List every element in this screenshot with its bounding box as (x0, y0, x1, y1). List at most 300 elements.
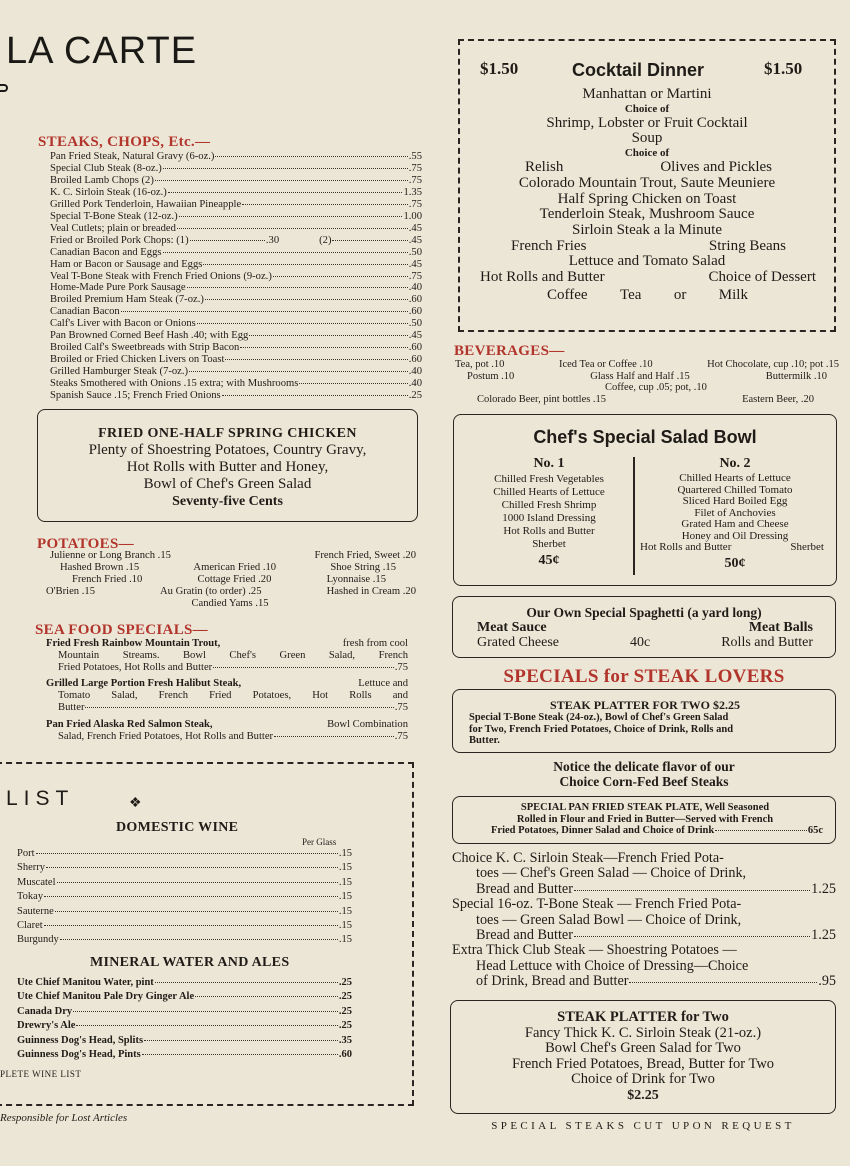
menu-row (46, 662, 408, 674)
potato-item: French Fried, Sweet .20 (314, 550, 416, 561)
menu-row (17, 976, 352, 990)
cocktail-tea: Tea (619, 286, 642, 303)
menu-row (50, 175, 422, 187)
salad-item: Quartered Chilled Tomato (677, 483, 793, 496)
item-name: Pan Fried Steak, Natural Gravy (6-oz.) (50, 151, 215, 162)
wine-price: .15 (338, 920, 352, 932)
seafood-item (46, 678, 408, 713)
seafood-line (46, 719, 408, 731)
special-line: toes — Chef's Green Salad — Choice of Drink, (476, 865, 747, 882)
potato-item: Au Gratin (to order) .25 (160, 586, 262, 597)
steak-special (452, 897, 836, 943)
leader-dots (197, 323, 408, 324)
seafood-name: Fried Fresh Rainbow Mountain Trout, (46, 638, 221, 649)
menu-row (50, 366, 422, 378)
leader-dots (163, 252, 408, 253)
special-line: Extra Thick Club Steak — Shoestring Potatoes — (452, 942, 737, 959)
salad-bowl-title: Chef's Special Salad Bowl (533, 427, 757, 447)
leader-dots (121, 311, 408, 312)
spaghetti-meat-balls: Meat Balls (748, 620, 813, 635)
leader-dots (144, 1040, 338, 1041)
menu-row (452, 882, 836, 897)
seafood-desc: Mountain Streams. Bowl Chef's Green Salad, French (58, 649, 408, 661)
potato-item: Hashed in Cream .20 (326, 586, 416, 597)
item-price: 1.00 (403, 210, 422, 222)
menu-row (452, 974, 836, 989)
ale-name: Ute Chief Manitou Water, pint (17, 977, 154, 988)
cocktail-drink: Manhattan or Martini (582, 86, 712, 102)
leader-dots (187, 287, 408, 288)
notice-line: Choice Corn-Fed Beef Steaks (559, 774, 729, 789)
leader-dots (249, 335, 407, 336)
beverage-item: Coffee, cup .05; pot, .10 (605, 382, 707, 394)
pan-fried-title: SPECIAL PAN FRIED STEAK PLATE, Well Seasoned (520, 802, 770, 813)
potato-item: Shoe String .15 (330, 562, 396, 573)
beverage-item: Colorado Beer, pint bottles .15 (477, 393, 607, 405)
wine-name: Sherry (17, 862, 45, 874)
ale-name: Guinness Dog's Head, Splits (17, 1034, 144, 1046)
item-price: .75 (408, 174, 422, 186)
chicken-title: FRIED ONE-HALF SPRING CHICKEN (98, 426, 357, 441)
seafood-desc: Tomato Salad, French Fried Potatoes, Hot Rolls and (58, 690, 408, 702)
wine-name: Burgundy (17, 934, 59, 946)
steak-platter-two-box (450, 1000, 836, 1114)
page-title: LA CARTE (6, 30, 198, 72)
notice-block (452, 759, 836, 789)
menu-row (17, 876, 352, 890)
menu-row (50, 187, 422, 199)
spaghetti-rolls: Rolls and Butter (721, 635, 813, 650)
menu-row (50, 390, 422, 402)
special-price: 1.25 (811, 880, 836, 897)
item-price: .75 (408, 270, 422, 282)
item-name: (2) (319, 234, 332, 246)
wine-price: .15 (338, 862, 352, 874)
cocktail-price-left: $1.50 (480, 59, 519, 78)
leader-dots (168, 192, 403, 193)
leader-dots (574, 936, 810, 937)
steak-lovers-heading: SPECIALS for STEAK LOVERS (503, 666, 785, 687)
spaghetti-box (452, 596, 836, 658)
item-price: .60 (408, 354, 422, 366)
menu-row (50, 342, 422, 354)
item-price: .40 (408, 378, 422, 390)
salad-item: Chilled Hearts of Lettuce (493, 486, 605, 498)
seafood-name: Grilled Large Portion Fresh Halibut Steak, (46, 678, 242, 690)
menu-row (46, 702, 408, 714)
potato-item: American Fried .10 (193, 562, 277, 573)
ale-name: Canada Dry (17, 1005, 73, 1017)
item-price: .40 (408, 366, 422, 378)
leader-dots (240, 347, 407, 348)
seafood-desc: Lettuce and (358, 678, 408, 690)
leader-dots (242, 204, 408, 205)
cocktail-starter: Shrimp, Lobster or Fruit Cocktail (546, 114, 748, 131)
item-name: Veal Cutlets; plain or breaded (50, 222, 176, 234)
wine-items (17, 847, 352, 948)
steaks-heading: STEAKS, CHOPS, Etc.— (38, 134, 211, 150)
leader-dots (36, 853, 338, 854)
cocktail-main: Half Spring Chicken on Toast (557, 190, 737, 207)
cocktail-dessert: Choice of Dessert (708, 269, 816, 286)
item-price: .30 (265, 234, 280, 246)
leader-dots (155, 982, 338, 983)
beverage-item: Eastern Beer, .20 (742, 393, 814, 405)
menu-row (17, 1034, 352, 1048)
leader-dots (55, 911, 338, 912)
cocktail-price-right: $1.50 (764, 59, 803, 78)
ale-price: .35 (338, 1034, 352, 1046)
item-price: .45 (408, 222, 422, 234)
menu-row (50, 235, 422, 247)
item-name: Butter (58, 701, 85, 713)
item-name: Home-Made Pure Pork Sausage (50, 282, 186, 294)
menu-row (17, 1019, 352, 1033)
special-line: Bread and Butter (476, 927, 573, 944)
leader-dots (85, 707, 393, 708)
item-name: Special T-Bone Steak (12-oz.) (50, 210, 178, 222)
ale-name: Guinness Dog's Head, Pints (17, 1049, 141, 1061)
beverage-item: Postum .10 (467, 370, 515, 382)
cocktail-salad: Lettuce and Tomato Salad (568, 253, 726, 270)
menu-row (50, 271, 422, 283)
potato-item: O'Brien .15 (46, 586, 95, 597)
item-price: .40 (408, 282, 422, 294)
spaghetti-cheese: Grated Cheese (477, 635, 560, 650)
cocktail-coffee: Coffee (547, 286, 588, 303)
item-name: Broiled Calf's Sweetbreads with Strip Bacon (50, 342, 240, 354)
special-line: of Drink, Bread and Butter (476, 973, 629, 990)
beverage-item: Tea, pot .10 (455, 359, 505, 370)
salad-item: Sliced Hard Boiled Egg (682, 495, 788, 507)
leader-dots (195, 996, 338, 997)
cocktail-relish: Relish (525, 159, 564, 176)
item-price: .75 (394, 661, 408, 673)
salad-item: Sherbet (532, 538, 566, 550)
menu-row (452, 928, 836, 943)
ale-price: .25 (338, 1005, 352, 1017)
steak-special (452, 943, 836, 989)
steak-platter-line: Special T-Bone Steak (24-oz.), Bowl of Chef's Green Salad (469, 712, 729, 723)
cocktail-main: Sirloin Steak a la Minute (572, 221, 722, 238)
potato-item: Candied Yams .15 (191, 598, 269, 609)
item-name: Calf's Liver with Bacon or Onions (50, 318, 196, 330)
menu-row (50, 163, 422, 175)
item-price: 1.35 (403, 186, 422, 198)
steak-special (452, 851, 836, 897)
spaghetti-title: Our Own Special Spaghetti (a yard long) (526, 605, 762, 620)
ale-price: .25 (338, 977, 352, 988)
salad-no1-label: No. 1 (533, 456, 565, 471)
salad-item: Chilled Fresh Vegetables (494, 473, 604, 485)
leader-dots (189, 371, 408, 372)
steaks-list (50, 151, 422, 402)
menu-row (50, 282, 422, 294)
salad-no2 (638, 455, 832, 574)
ale-price: .25 (338, 991, 352, 1003)
steak-platter-line: Butter. (469, 735, 500, 747)
platter-two-title: STEAK PLATTER for Two (557, 1009, 729, 1025)
item-name: Canadian Bacon and Eggs (50, 246, 162, 258)
cocktail-milk: Milk (718, 286, 748, 303)
item-price: .50 (408, 246, 422, 258)
item-name: Canadian Bacon (50, 306, 120, 318)
item-name: Spanish Sauce .15; French Fried Onions (50, 390, 221, 402)
menu-row (17, 905, 352, 919)
salad-item: Chilled Fresh Shrimp (501, 499, 597, 511)
seafood-line (46, 678, 408, 690)
wine-price: .15 (338, 876, 352, 888)
salad-item: Honey and Oil Dressing (681, 529, 789, 542)
ale-items (17, 976, 352, 1062)
ale-price: .60 (338, 1049, 352, 1061)
cocktail-main: Colorado Mountain Trout, Saute Meuniere (518, 174, 776, 191)
wine-name: Port (17, 848, 35, 859)
wine-list-footer: PLETE WINE LIST (0, 1069, 82, 1079)
ornament-icon: ❖ (129, 795, 142, 811)
menu-row (50, 330, 422, 342)
lost-articles-note: Responsible for Lost Articles (0, 1112, 128, 1124)
item-name: Grilled Hamburger Steak (7-oz.) (50, 366, 189, 378)
potato-item: Hashed Brown .15 (60, 562, 140, 573)
wine-name: Muscatel (17, 876, 56, 888)
leader-dots (215, 156, 407, 157)
menu-row (50, 151, 422, 163)
leader-dots (44, 896, 338, 897)
salad-item: Hot Rolls and Butter (503, 525, 595, 537)
leader-dots (629, 982, 817, 983)
menu-row (50, 306, 422, 318)
spaghetti-meat-sauce: Meat Sauce (477, 620, 547, 635)
special-line: Choice K. C. Sirloin Steak—French Fried Pota- (452, 850, 724, 866)
per-glass-label: Per Glass (302, 837, 337, 847)
beverages-list (455, 359, 839, 405)
special-line: Special 16-oz. T-Bone Steak — French Fried Pota- (452, 896, 742, 913)
item-price: .45 (408, 258, 422, 270)
leader-dots (60, 939, 338, 940)
ale-price: .25 (338, 1020, 352, 1032)
leader-dots (57, 882, 338, 883)
item-name: Pan Browned Corned Beef Hash .40; with Egg (50, 330, 249, 342)
menu-row (17, 919, 352, 933)
leader-dots (222, 395, 408, 396)
item-price: .50 (408, 318, 422, 330)
menu-row (50, 259, 422, 271)
cocktail-body (460, 87, 834, 303)
salad-item: Chilled Hearts of Lettuce (679, 472, 791, 484)
chicken-line: Plenty of Shoestring Potatoes, Country Gravy, (88, 442, 367, 458)
leader-dots (190, 240, 265, 241)
steak-platter-line: for Two, French Fried Potatoes, Choice of Drink, Rolls and (469, 723, 734, 735)
salad-no2-price: 50¢ (724, 555, 746, 571)
wine-price: .15 (338, 905, 352, 917)
leader-dots (273, 276, 408, 277)
seafood-list (46, 638, 408, 747)
mineral-heading: MINERAL WATER AND ALES (90, 955, 290, 970)
item-price: .55 (408, 151, 422, 162)
pan-fried-line: Fried Potatoes, Dinner Salad and Choice of Drink (491, 825, 715, 837)
item-name: Ham or Bacon or Sausage and Eggs (50, 258, 203, 270)
spaghetti-price: 40c (630, 635, 651, 650)
menu-row (50, 211, 422, 223)
title-fragment-mark (0, 84, 8, 92)
item-name: Fried Potatoes, Hot Rolls and Butter (58, 661, 213, 673)
item-name: Special Club Steak (8-oz.) (50, 162, 162, 174)
pan-fried-line: Rolled in Flour and Fried in Butter—Served with French (516, 813, 774, 825)
item-name: K. C. Sirloin Steak (16-oz.) (50, 186, 167, 198)
salad-no1 (458, 455, 640, 571)
platter-two-line: Choice of Drink for Two (571, 1071, 715, 1088)
potato-item: Lyonnaise .15 (326, 574, 386, 585)
potatoes-list (44, 550, 416, 610)
leader-dots (213, 667, 394, 668)
choice-label: Choice of (624, 147, 670, 160)
pan-fried-box (452, 796, 836, 844)
steak-specials-list (452, 851, 836, 990)
platter-two-line: French Fried Potatoes, Bread, Butter for Two (511, 1055, 775, 1072)
item-price: .25 (408, 390, 422, 402)
potatoes-heading: POTATOES— (37, 536, 134, 552)
cocktail-beans: String Beans (708, 237, 786, 254)
item-price: .75 (394, 730, 408, 742)
seafood-item (46, 719, 408, 743)
leader-dots (155, 180, 408, 181)
chicken-line: Bowl of Chef's Green Salad (143, 476, 312, 492)
leader-dots (179, 216, 403, 217)
wine-name: Tokay (17, 891, 44, 903)
menu-row (50, 378, 422, 390)
menu-row (50, 294, 422, 306)
item-price: .75 (394, 701, 408, 713)
leader-dots (177, 228, 408, 229)
menu-row (50, 199, 422, 211)
item-price: .45 (408, 330, 422, 342)
seafood-desc: fresh from cool (342, 638, 408, 649)
wine-price: .15 (338, 891, 352, 903)
salad-item: Filet of Anchovies (694, 506, 776, 519)
menu-row (17, 1048, 352, 1062)
salad-item: 1000 Island Dressing (502, 512, 596, 524)
leader-dots (73, 1011, 338, 1012)
menu-row (17, 861, 352, 875)
seafood-desc: Bowl Combination (327, 718, 408, 730)
wine-price: .15 (338, 934, 352, 946)
potato-item: Julienne or Long Branch .15 (50, 550, 171, 561)
menu-row (50, 247, 422, 259)
special-line: Head Lettuce with Choice of Dressing—Choice (476, 957, 749, 974)
special-price: 1.25 (811, 927, 836, 944)
wine-name: Sauterne (17, 905, 54, 917)
cocktail-olives: Olives and Pickles (660, 159, 772, 176)
ale-name: Ute Chief Manitou Pale Dry Ginger Ale (17, 991, 195, 1003)
wine-name: Claret (17, 920, 43, 932)
seafood-heading: SEA FOOD SPECIALS— (35, 622, 208, 638)
item-name: Fried or Broiled Pork Chops: (1) (50, 234, 189, 246)
potato-item: Cottage Fried .20 (197, 574, 272, 585)
steaks-footer: SPECIAL STEAKS CUT UPON REQUEST (491, 1120, 795, 1132)
cocktail-or: or (673, 286, 687, 303)
pan-fried-price: 65c (807, 825, 823, 837)
special-price: .95 (818, 973, 836, 990)
leader-dots (44, 925, 338, 926)
beverage-item: Hot Chocolate, cup .10; pot .15 (707, 359, 839, 370)
menu-row (46, 731, 408, 743)
cocktail-rolls: Hot Rolls and Butter (480, 269, 605, 286)
beverage-item: Iced Tea or Coffee .10 (558, 359, 653, 370)
leader-dots (142, 1054, 338, 1055)
chicken-line: Hot Rolls with Butter and Honey, (126, 459, 329, 475)
item-price: .60 (408, 342, 422, 354)
wine-price: .15 (338, 848, 352, 859)
item-price: .60 (408, 294, 422, 306)
salad-item: Hot Rolls and Butter (640, 541, 732, 553)
beverage-item: Buttermilk .10 (765, 370, 827, 382)
beverages-heading: BEVERAGES— (454, 343, 565, 359)
platter-two-line: Bowl Chef's Green Salad for Two (545, 1040, 741, 1057)
cocktail-soup: Soup (631, 130, 663, 147)
chicken-box (37, 409, 418, 522)
domestic-wine-heading: DOMESTIC WINE (116, 820, 239, 835)
steak-platter-title: STEAK PLATTER FOR TWO $2.25 (550, 698, 740, 712)
leader-dots (332, 240, 407, 241)
menu-row (50, 223, 422, 235)
salad-item: Sherbet (790, 541, 824, 553)
item-name: Broiled or Fried Chicken Livers on Toast (50, 354, 225, 366)
cocktail-main: Tenderloin Steak, Mushroom Sauce (539, 206, 755, 223)
menu-row (17, 847, 352, 861)
item-name: Grilled Pork Tenderloin, Hawaiian Pineapple (50, 198, 242, 210)
salad-no1-price: 45¢ (538, 553, 560, 568)
salad-item: Grated Ham and Cheese (681, 518, 789, 530)
item-price: .75 (408, 162, 422, 174)
special-line: Bread and Butter (476, 880, 573, 897)
item-name: Broiled Premium Ham Steak (7-oz.) (50, 294, 204, 306)
wine-list-title: LIST (6, 787, 75, 810)
leader-dots (715, 830, 807, 831)
menu-row (17, 933, 352, 947)
chicken-price: Seventy-five Cents (172, 494, 283, 509)
leader-dots (76, 1025, 337, 1026)
menu-row (17, 1005, 352, 1019)
seafood-name: Pan Fried Alaska Red Salmon Steak, (46, 718, 213, 730)
potato-item: French Fried .10 (72, 574, 143, 585)
salad-no2-label: No. 2 (719, 456, 751, 471)
choice-label: Choice of (624, 102, 670, 115)
item-name: Steaks Smothered with Onions .15 extra; with Mushrooms (50, 378, 299, 390)
notice-line: Notice the delicate flavor of our (553, 759, 735, 774)
platter-two-price: $2.25 (627, 1087, 659, 1103)
item-price: .75 (408, 198, 422, 210)
seafood-item (46, 638, 408, 673)
leader-dots (274, 736, 394, 737)
item-price: .60 (408, 306, 422, 318)
leader-dots (46, 867, 338, 868)
beverage-item: Glass Half and Half .15 (590, 370, 690, 382)
seafood-line (46, 638, 408, 650)
leader-dots (203, 264, 407, 265)
item-name: Veal T-Bone Steak with French Fried Onions (9-oz.) (50, 270, 272, 282)
leader-dots (225, 359, 407, 360)
cocktail-title: Cocktail Dinner (572, 60, 705, 80)
leader-dots (205, 299, 408, 300)
menu-row (17, 990, 352, 1004)
special-line: toes — Green Salad Bowl — Choice of Drink, (476, 911, 742, 928)
ale-name: Drewry's Ale (17, 1020, 76, 1032)
steak-platter-box (452, 689, 836, 753)
item-name: Broiled Lamb Chops (2) (50, 174, 154, 186)
menu-row (50, 318, 422, 330)
item-name: Salad, French Fried Potatoes, Hot Rolls and Butter (58, 730, 274, 742)
